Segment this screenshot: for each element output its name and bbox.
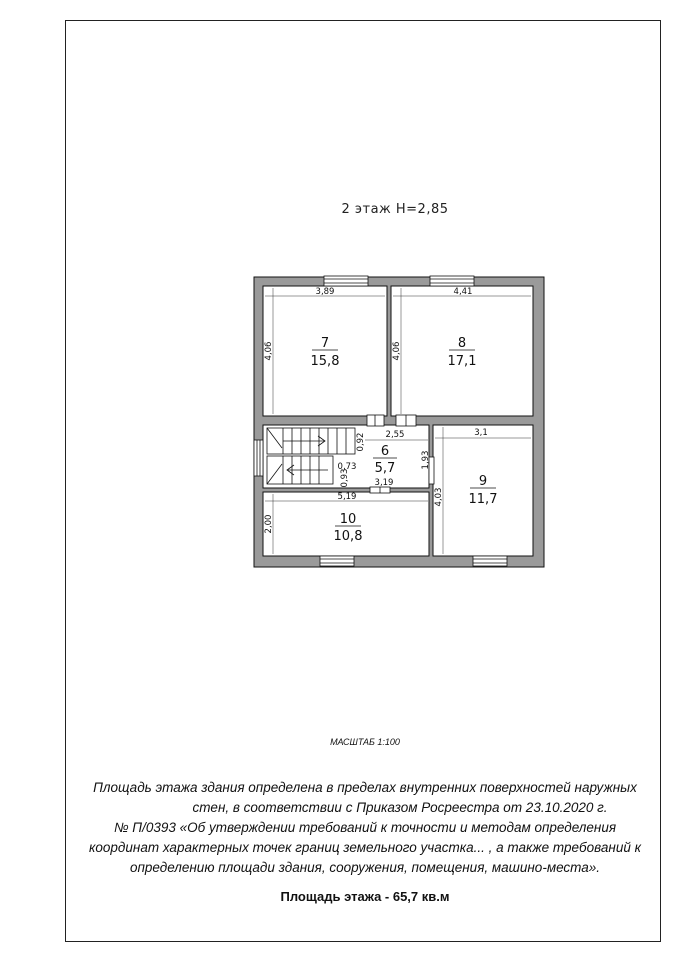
room-7-number: 7 [320, 336, 330, 351]
scale-label: МАСШТАБ 1:100 [330, 737, 400, 747]
room-9-number: 9 [478, 474, 488, 489]
window-room-8 [430, 276, 474, 286]
room-7-height-dim: 4,06 [264, 341, 274, 361]
window-stair [254, 440, 263, 476]
stair-upper-dim: 0,92 [356, 432, 366, 452]
stair-bottom-dim: 3,19 [374, 478, 394, 488]
room-8-width-dim: 4,41 [453, 287, 473, 297]
room-6-number: 6 [380, 444, 390, 459]
window-room-9 [473, 556, 507, 566]
note-line: стен, в соответствии с Приказом Росреестра от 23.10.2020 г. [192, 800, 608, 815]
room-9-area: 11,7 [468, 492, 498, 507]
room-7-area: 15,8 [310, 354, 340, 369]
stair-lower-dim: 0,93 [340, 468, 350, 488]
floor-title: 2 этаж H=2,85 [341, 202, 449, 217]
room-8-area: 17,1 [447, 354, 477, 369]
room-9 [433, 425, 533, 556]
note-line: № П/0393 «Об утверждении требований к точности и методам определения [113, 820, 617, 835]
room-7 [263, 286, 387, 416]
room-10-area: 10,8 [333, 529, 363, 544]
room-10-width-dim: 5,19 [337, 492, 357, 502]
note-line: Площадь этажа здания определена в пределах внутренних поверхностей наружных [93, 780, 637, 795]
room-8 [391, 286, 533, 416]
room-9-height-dim: 4,03 [434, 487, 444, 507]
note-line: координат характерных точек границ земельного участка... , а также требований к [89, 840, 641, 855]
total-area: Площадь этажа - 65,7 кв.м [280, 889, 450, 904]
stair-landing-dim: 0,73 [337, 462, 357, 472]
room-10-height-dim: 2,00 [264, 514, 274, 534]
room-8-height-dim: 4,06 [392, 341, 402, 361]
note-line: определению площади здания, сооружения, помещения, машино-места». [129, 860, 601, 875]
room-10-number: 10 [339, 512, 357, 527]
room-8-number: 8 [457, 336, 467, 351]
window-room-7 [324, 276, 368, 286]
room-6-height-dim: 1,93 [421, 450, 431, 470]
room-6-area: 5,7 [374, 461, 396, 476]
room-6-width-dim: 2,55 [385, 430, 405, 440]
area-note [70, 778, 660, 878]
room-7-width-dim: 3,89 [315, 287, 335, 297]
room-9-width-dim: 3,1 [474, 428, 488, 438]
door-room-7 [367, 415, 384, 426]
window-room-10 [320, 556, 354, 566]
